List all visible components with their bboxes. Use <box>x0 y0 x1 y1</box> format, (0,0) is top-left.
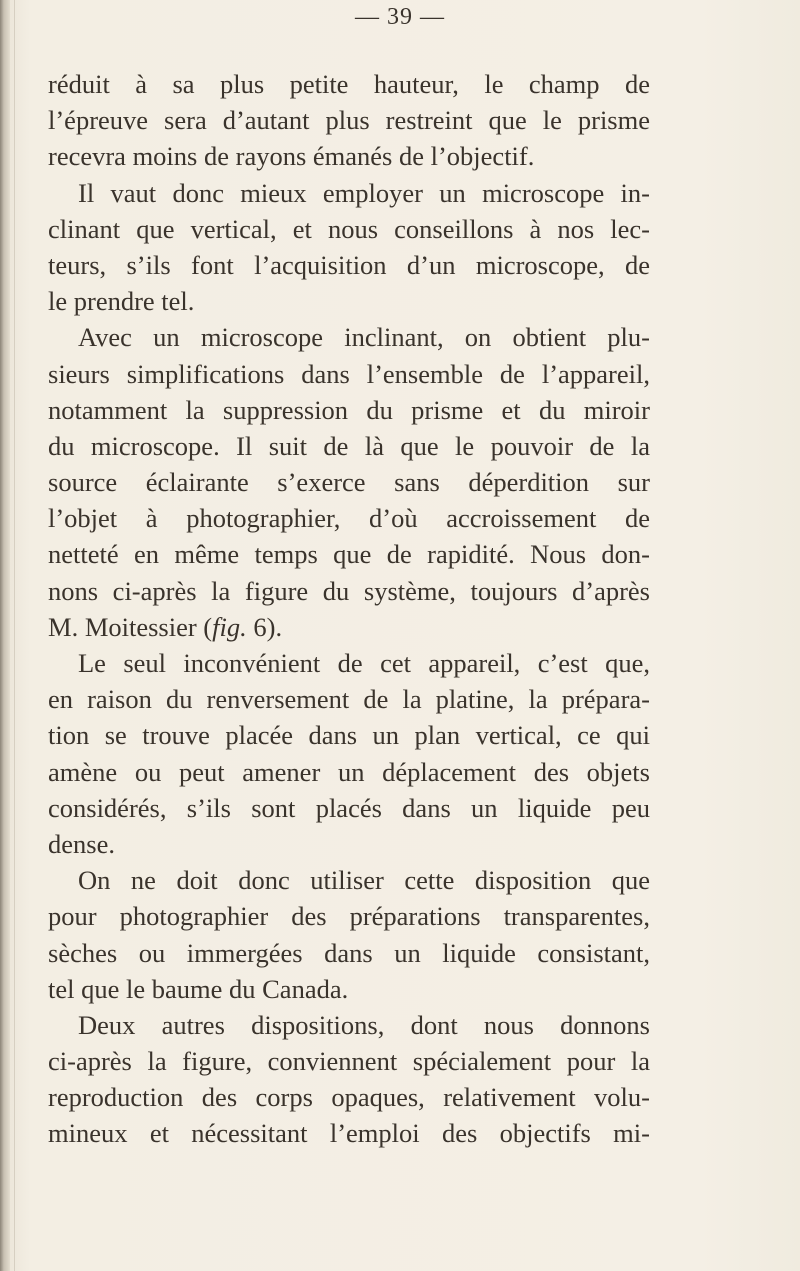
text-line: reproduction des corps opaques, relativement volu- <box>48 1082 650 1113</box>
paragraph-start-line: On ne doit donc utiliser cette disposition que <box>78 865 650 896</box>
text-line: le prendre tel. <box>48 286 195 317</box>
text-line: en raison du renversement de la platine, la prépara- <box>48 684 650 715</box>
text-line: ci-après la figure, conviennent spécialement pour la <box>48 1046 650 1077</box>
paragraph-start-line: Deux autres dispositions, dont nous donnons <box>78 1009 650 1040</box>
text-line: teurs, s’ils font l’acquisition d’un microscope, de <box>48 249 650 280</box>
text-line: réduit à sa plus petite hauteur, le champ de <box>48 69 650 99</box>
text-line: l’épreuve sera d’autant plus restreint que le prisme <box>48 105 650 136</box>
text-line: netteté en même temps que de rapidité. Nous don- <box>48 539 650 570</box>
text-line: nons ci-après la figure du système, toujours d’après <box>48 575 650 606</box>
text-line: pour photographier des préparations transparentes, <box>48 901 650 932</box>
text-line: tion se trouve placée dans un plan vertical, ce qui <box>48 720 650 751</box>
text-line: mineux et nécessitant l’emploi des objectifs mi- <box>48 1118 650 1149</box>
text-segment: M. Moitessier ( <box>48 611 213 642</box>
body-text <box>48 66 650 1152</box>
text-line: tel que le baume du Canada. <box>48 973 349 1004</box>
text-line: notamment la suppression du prisme et du miroir <box>48 394 650 425</box>
text-line: clinant que vertical, et nous conseillons à nos lec- <box>48 213 650 244</box>
text-line: source éclairante s’exerce sans déperdition sur <box>48 467 650 498</box>
text-line: du microscope. Il suit de là que le pouvoir de la <box>48 430 650 461</box>
text-line: considérés, s’ils sont placés dans un liquide peu <box>48 792 650 823</box>
text-line: dense. <box>48 828 115 859</box>
paragraph-start-line: Il vaut donc mieux employer un microscope in- <box>78 177 650 208</box>
paragraph-start-line: Le seul inconvénient de cet appareil, c’est que, <box>78 648 650 678</box>
figure-abbreviation: fig. <box>212 611 247 642</box>
page-number: — 39 — <box>355 4 445 30</box>
text-line: sèches ou immergées dans un liquide consistant, <box>48 937 650 968</box>
text-line-with-figure-reference <box>48 609 650 645</box>
text-line: sieurs simplifications dans l’ensemble de l’appareil, <box>48 358 650 389</box>
text-line: amène ou peut amener un déplacement des objets <box>48 756 650 787</box>
text-segment: 6). <box>246 611 283 642</box>
text-line: l’objet à photographier, d’où accroissement de <box>48 503 650 534</box>
text-line: recevra moins de rayons émanés de l’objectif. <box>48 141 535 172</box>
page-gutter-line <box>14 0 15 1271</box>
paragraph-start-line: Avec un microscope inclinant, on obtient plu- <box>78 322 650 353</box>
page-binding-shadow <box>0 0 10 1271</box>
